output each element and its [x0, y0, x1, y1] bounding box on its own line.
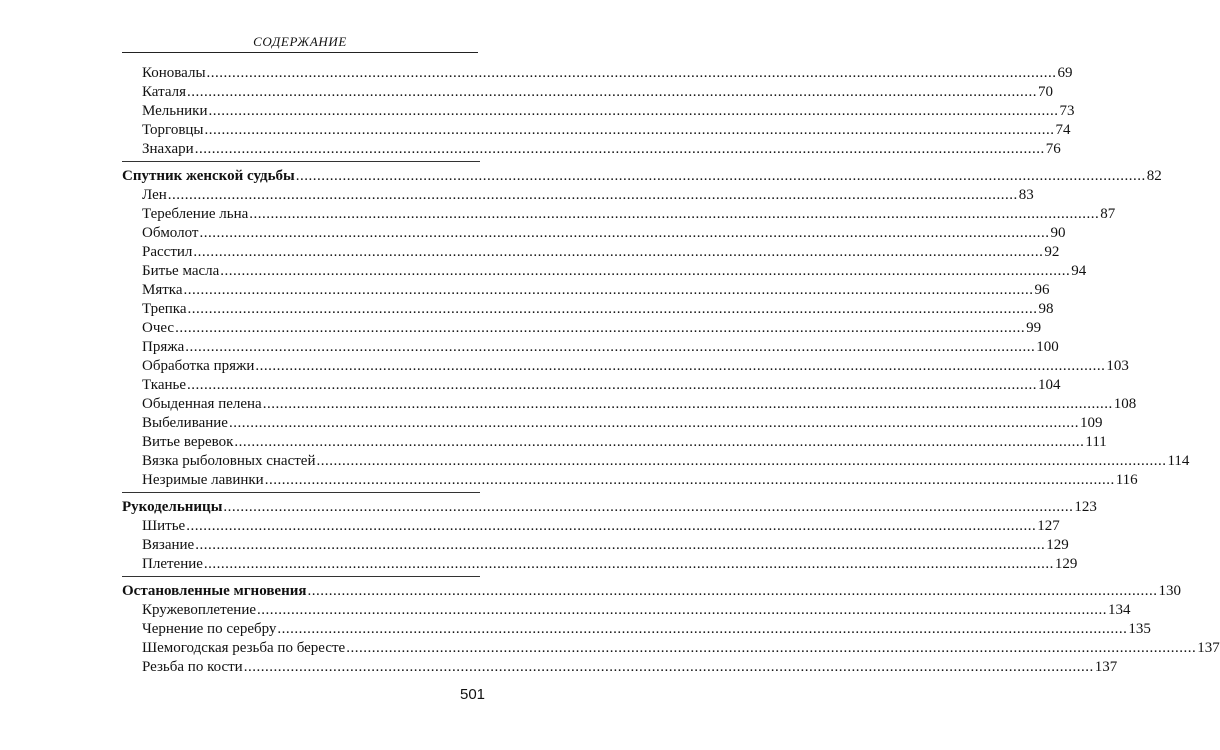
section-divider — [122, 576, 480, 577]
entry-label: Трепка — [142, 301, 187, 317]
section-divider — [122, 492, 480, 493]
toc-entry[interactable] — [122, 639, 1220, 658]
running-header: СОДЕРЖАНИЕ — [253, 34, 347, 49]
dot-leader: ........................................................................................................................................................................................................ — [204, 122, 1055, 138]
dot-leader: ........................................................................................................................................................................................................ — [193, 244, 1044, 260]
entry-page: 129 — [1046, 537, 1069, 553]
dot-leader: ........................................................................................................................................................................................................ — [316, 453, 1167, 469]
dot-leader: ........................................................................................................................................................................................................ — [228, 415, 1079, 431]
entry-page: 70 — [1038, 84, 1053, 100]
entry-page: 134 — [1108, 602, 1131, 618]
header-rule — [122, 52, 478, 53]
entry-page: 127 — [1037, 518, 1060, 534]
dot-leader: ........................................................................................................................................................................................................ — [346, 640, 1197, 656]
page-number: 501 — [460, 686, 486, 703]
toc-entry[interactable] — [122, 243, 1060, 262]
entry-label: Незримые лавинки — [142, 472, 264, 488]
toc-entry[interactable] — [122, 555, 1078, 574]
entry-label: Вязка рыболовных снастей — [142, 453, 316, 469]
toc-entry[interactable] — [122, 517, 1060, 536]
entry-label: Очес — [142, 320, 175, 336]
entry-label: Вязание — [142, 537, 195, 553]
entry-label: Теребление льна — [142, 206, 249, 222]
entry-label: Витье веревок — [142, 434, 234, 450]
entry-page: 74 — [1055, 122, 1071, 138]
toc-section-heading[interactable] — [122, 498, 1097, 517]
entry-page: 92 — [1044, 244, 1060, 260]
section-title: Рукодельницы — [122, 499, 223, 515]
dot-leader: ........................................................................................................................................................................................................ — [262, 396, 1113, 412]
entry-label: Каталя — [142, 84, 186, 100]
entry-page: 98 — [1038, 301, 1054, 317]
dot-leader: ........................................................................................................................................................................................................ — [234, 434, 1085, 450]
dot-leader: ........................................................................................................................................................................................................ — [223, 499, 1074, 515]
toc-entry[interactable] — [122, 262, 1087, 281]
section-divider — [122, 161, 480, 162]
entry-label: Мятка — [142, 282, 183, 298]
entry-label: Шемогодская резьба по бересте — [142, 640, 346, 656]
entry-page: 99 — [1026, 320, 1042, 336]
entry-label: Резьба по кости — [142, 659, 243, 675]
entry-page: 73 — [1059, 103, 1075, 119]
entry-page: 94 — [1071, 263, 1087, 279]
entry-page: 83 — [1018, 187, 1034, 203]
entry-page: 109 — [1079, 415, 1103, 431]
dot-leader: ........................................................................................................................................................................................................ — [206, 65, 1057, 81]
entry-label: Битье масла — [142, 263, 220, 279]
entry-label: Торговцы — [142, 122, 204, 138]
entry-label: Мельники — [142, 103, 208, 119]
entry-page: 111 — [1085, 434, 1107, 450]
toc-entry[interactable] — [122, 121, 1071, 140]
toc-entry[interactable] — [122, 536, 1069, 555]
entry-label: Тканье — [142, 377, 187, 393]
dot-leader: ........................................................................................................................................................................................................ — [199, 225, 1050, 241]
entry-label: Шитье — [142, 518, 186, 534]
dot-leader: ........................................................................................................................................................................................................ — [195, 537, 1046, 553]
dot-leader: ........................................................................................................................................................................................................ — [186, 518, 1037, 534]
section-title: Спутник женской судьбы — [122, 168, 295, 184]
entry-label: Знахари — [142, 141, 194, 157]
toc-entry[interactable] — [122, 281, 1050, 300]
toc-section-heading[interactable] — [122, 167, 1162, 186]
toc-entry[interactable] — [122, 319, 1042, 338]
dot-leader: ........................................................................................................................................................................................................ — [187, 377, 1038, 393]
dot-leader: ........................................................................................................................................................................................................ — [264, 472, 1115, 488]
entry-page: 137 — [1197, 640, 1220, 656]
section-title: Остановленные мгновения — [122, 583, 307, 599]
toc-entry[interactable] — [122, 395, 1137, 414]
entry-page: 100 — [1036, 339, 1059, 355]
dot-leader: ........................................................................................................................................................................................................ — [220, 263, 1071, 279]
dot-leader: ........................................................................................................................................................................................................ — [295, 168, 1146, 184]
entry-page: 104 — [1038, 377, 1061, 393]
dot-leader: ........................................................................................................................................................................................................ — [203, 556, 1054, 572]
dot-leader: ........................................................................................................................................................................................................ — [185, 339, 1036, 355]
section-page: 82 — [1146, 168, 1162, 184]
dot-leader: ........................................................................................................................................................................................................ — [255, 358, 1106, 374]
entry-page: 69 — [1057, 65, 1073, 81]
dot-leader: ........................................................................................................................................................................................................ — [183, 282, 1034, 298]
toc-entry[interactable] — [122, 64, 1073, 83]
dot-leader: ........................................................................................................................................................................................................ — [187, 84, 1037, 100]
entry-page: 129 — [1054, 556, 1078, 572]
entry-page: 103 — [1106, 358, 1129, 374]
toc-entry[interactable] — [122, 620, 1151, 639]
entry-page: 76 — [1045, 141, 1061, 157]
toc-entry[interactable] — [122, 357, 1129, 376]
toc-entry[interactable] — [122, 376, 1061, 395]
entry-label: Плетение — [142, 556, 203, 572]
section-page: 123 — [1074, 499, 1097, 515]
toc-section-heading[interactable] — [122, 582, 1181, 601]
entry-page: 116 — [1115, 472, 1138, 488]
toc-entry[interactable] — [122, 414, 1103, 433]
dot-leader: ........................................................................................................................................................................................................ — [187, 301, 1038, 317]
dot-leader: ........................................................................................................................................................................................................ — [167, 187, 1018, 203]
entry-page: 96 — [1034, 282, 1050, 298]
entry-label: Лен — [142, 187, 167, 203]
toc-entry[interactable] — [122, 658, 1118, 677]
table-of-contents — [122, 64, 1220, 677]
entry-label: Кружевоплетение — [142, 602, 257, 618]
entry-label: Выбеливание — [142, 415, 228, 431]
dot-leader: ........................................................................................................................................................................................................ — [307, 583, 1158, 599]
dot-leader: ........................................................................................................................................................................................................ — [257, 602, 1108, 618]
entry-label: Коновалы — [142, 65, 206, 81]
toc-entry[interactable] — [122, 186, 1034, 205]
dot-leader: ........................................................................................................................................................................................................ — [277, 621, 1128, 637]
toc-entry[interactable] — [122, 205, 1116, 224]
dot-leader: ........................................................................................................................................................................................................ — [175, 320, 1026, 336]
toc-entry[interactable] — [122, 83, 1053, 102]
toc-entry[interactable] — [122, 338, 1059, 357]
toc-entry[interactable] — [122, 471, 1138, 490]
entry-page: 108 — [1113, 396, 1137, 412]
entry-label: Обмолот — [142, 225, 199, 241]
entry-page: 90 — [1050, 225, 1066, 241]
section-page: 130 — [1158, 583, 1181, 599]
dot-leader: ........................................................................................................................................................................................................ — [208, 103, 1059, 119]
toc-entry[interactable] — [122, 433, 1107, 452]
entry-label: Пряжа — [142, 339, 185, 355]
dot-leader: ........................................................................................................................................................................................................ — [194, 141, 1045, 157]
entry-label: Обработка пряжи — [142, 358, 255, 374]
toc-entry[interactable] — [122, 300, 1054, 319]
entry-page: 137 — [1094, 659, 1118, 675]
toc-entry[interactable] — [122, 140, 1061, 159]
dot-leader: ........................................................................................................................................................................................................ — [243, 659, 1094, 675]
entry-page: 87 — [1100, 206, 1116, 222]
toc-entry[interactable] — [122, 452, 1190, 471]
toc-entry[interactable] — [122, 224, 1066, 243]
entry-label: Чернение по серебру — [142, 621, 277, 637]
toc-entry[interactable] — [122, 102, 1075, 121]
dot-leader: ........................................................................................................................................................................................................ — [249, 206, 1100, 222]
entry-label: Расстил — [142, 244, 193, 260]
entry-page: 135 — [1128, 621, 1151, 637]
entry-page: 114 — [1167, 453, 1190, 469]
toc-entry[interactable] — [122, 601, 1131, 620]
entry-label: Обыденная пелена — [142, 396, 262, 412]
